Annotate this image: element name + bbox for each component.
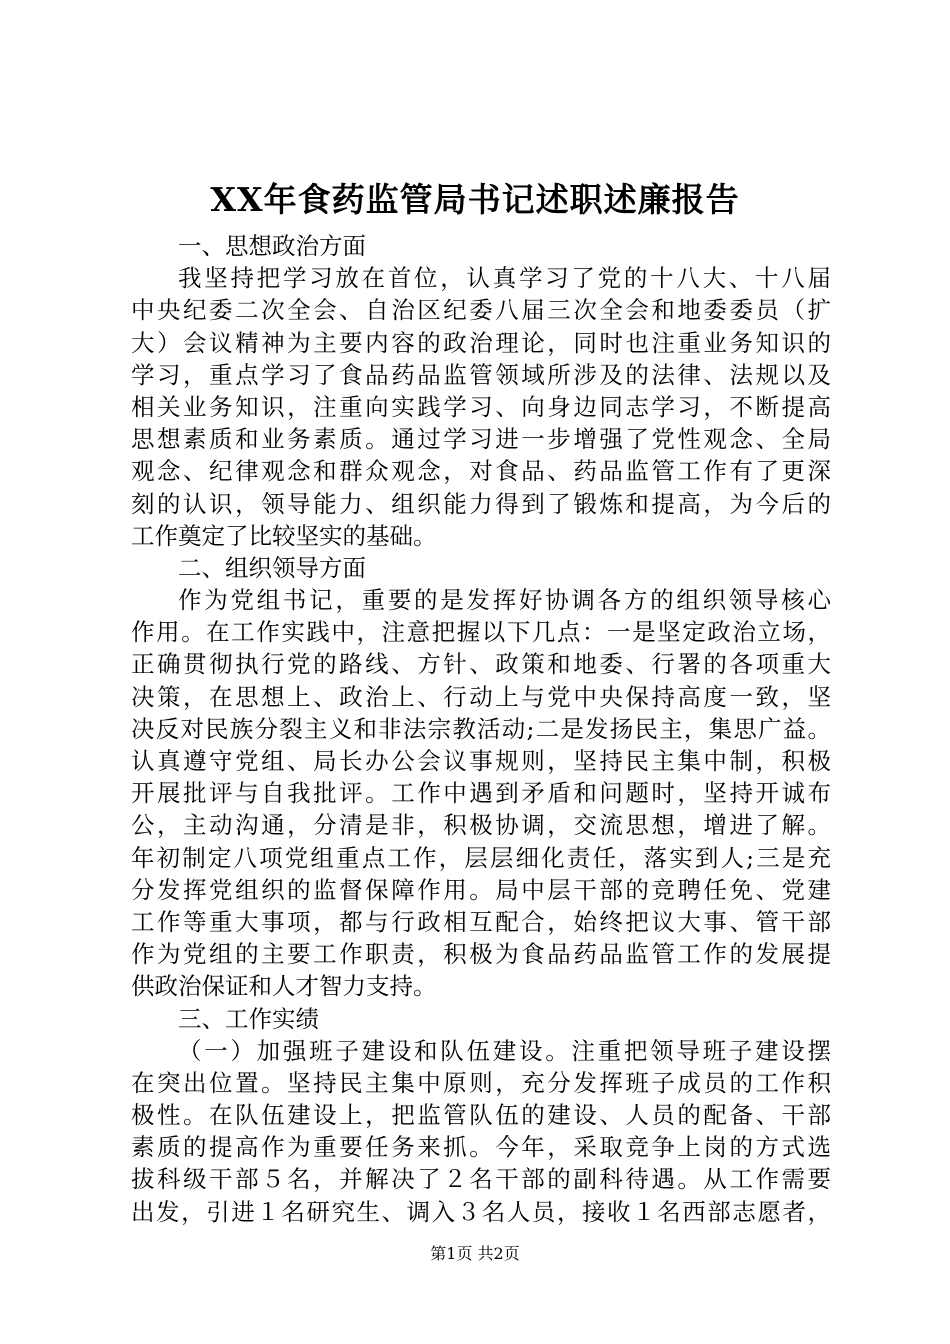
paragraph-line: 决反对民族分裂主义和非法宗教活动;二是发扬民主，集思广益。 [131,714,831,743]
paragraph-line: 极性。在队伍建设上，把监管队伍的建设、人员的配备、干部 [131,1101,831,1130]
paragraph-line: 作为党组的主要工作职责，积极为食品药品监管工作的发展提 [131,940,831,969]
paragraph-line: 思想素质和业务素质。通过学习进一步增强了党性观念、全局 [131,425,831,454]
paragraph-line: 决策，在思想上、政治上、行动上与党中央保持高度一致，坚 [131,682,831,711]
paragraph-line: 拔科级干部５名，并解决了２名干部的副科待遇。从工作需要 [131,1165,831,1194]
paragraph-line: 学习，重点学习了食品药品监管领域所涉及的法律、法规以及 [131,360,831,389]
paragraph-line: 相关业务知识，注重向实践学习、向身边同志学习，不断提高 [131,392,831,421]
paragraph-line: 刻的认识，领导能力、组织能力得到了锻炼和提高，为今后的 [131,489,831,518]
paragraph-line: 出发，引进１名研究生、调入３名人员，接收１名西部志愿者， [131,1197,831,1226]
paragraph-line: 观念、纪律观念和群众观念，对食品、药品监管工作有了更深 [131,457,831,486]
page-number: 第1页 共2页 [430,1244,520,1263]
paragraph-line: 工作奠定了比较坚实的基础。 [131,521,437,550]
section-heading: 三、工作实绩 [178,1004,319,1033]
paragraph-line: 公，主动沟通，分清是非，积极协调，交流思想，增进了解。 [131,811,831,840]
paragraph-line: 年初制定八项党组重点工作，层层细化责任，落实到人;三是充 [131,843,831,872]
section-heading: 二、组织领导方面 [178,553,366,582]
paragraph-line: 正确贯彻执行党的路线、方针、政策和地委、行署的各项重大 [131,650,831,679]
paragraph-line: 我坚持把学习放在首位，认真学习了党的十八大、十八届 [178,264,831,293]
paragraph-line: 开展批评与自我批评。工作中遇到矛盾和问题时，坚持开诚布 [131,779,831,808]
paragraph-line: 在突出位置。坚持民主集中原则，充分发挥班子成员的工作积 [131,1068,831,1097]
paragraph-line: 工作等重大事项，都与行政相互配合，始终把议大事、管干部 [131,907,831,936]
paragraph-line: 中央纪委二次全会、自治区纪委八届三次全会和地委委员（扩 [131,296,831,325]
paragraph-line: 作用。在工作实践中，注意把握以下几点：一是坚定政治立场， [131,618,831,647]
paragraph-line: 素质的提高作为重要任务来抓。今年，采取竞争上岗的方式选 [131,1133,831,1162]
paragraph-line: 分发挥党组织的监督保障作用。局中层干部的竞聘任免、党建 [131,875,831,904]
section-heading: 一、思想政治方面 [178,232,366,260]
paragraph-line: 大）会议精神为主要内容的政治理论，同时也注重业务知识的 [131,328,831,357]
paragraph-line: 供政治保证和人才智力支持。 [131,972,437,1001]
document-title: XX年食药监管局书记述职述廉报告 [210,180,740,219]
paragraph-line: 认真遵守党组、局长办公会议事规则，坚持民主集中制，积极 [131,747,831,775]
paragraph-line: （一）加强班子建设和队伍建设。注重把领导班子建设摆 [178,1036,831,1065]
paragraph-line: 作为党组书记，重要的是发挥好协调各方的组织领导核心 [178,586,831,615]
document-body [131,230,831,1228]
